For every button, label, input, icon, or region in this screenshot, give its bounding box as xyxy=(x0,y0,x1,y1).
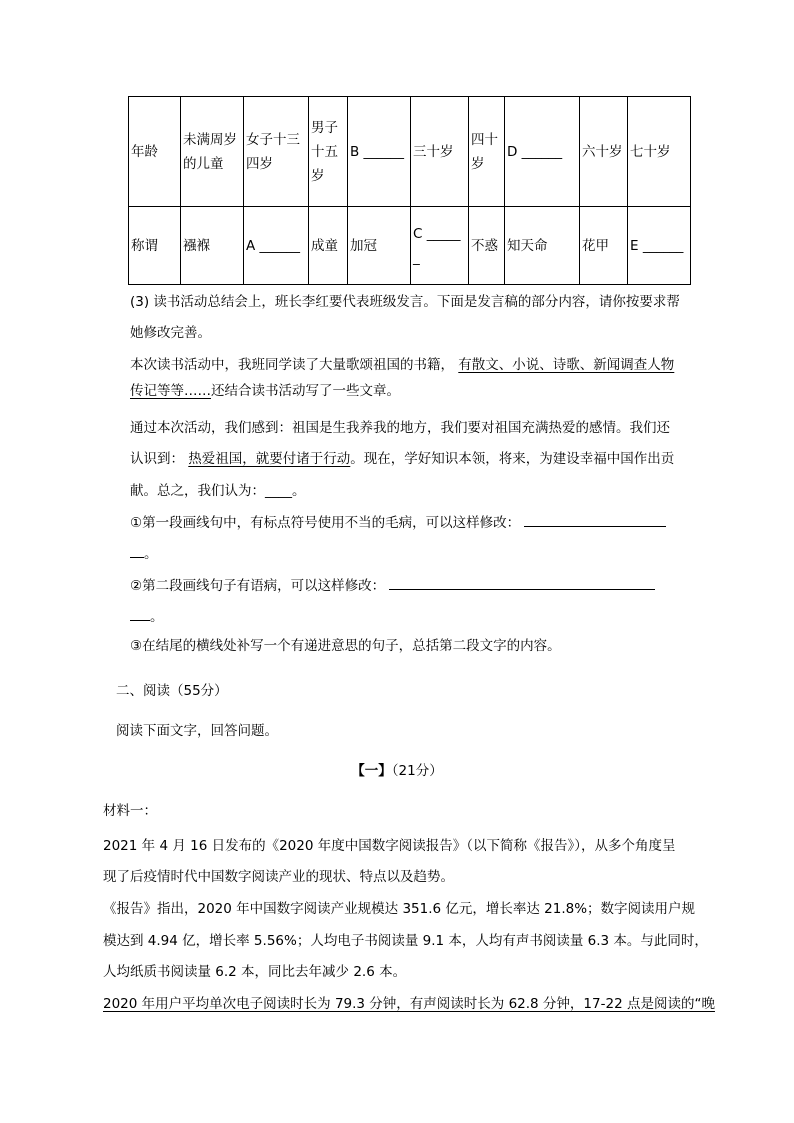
table-cell: 未满周岁的儿童 xyxy=(181,97,244,207)
answer-blank[interactable] xyxy=(389,575,655,590)
table-cell: 加冠 xyxy=(348,207,411,285)
sub-question-2-end: 。 xyxy=(130,606,164,627)
material-line: 《报告》指出，2020 年中国数字阅读产业规模达 351.6 亿元，增长率达 21.8%；数字阅读用户规 xyxy=(103,901,696,917)
table-cell: 年龄 xyxy=(129,97,181,207)
question-3-line: (3) 读书活动总结会上，班长李红要代表班级发言。下面是发言稿的部分内容，请你按要求帮 xyxy=(130,294,680,310)
material-line: 现了后疫情时代中国数字阅读产业的现状、特点以及趋势。 xyxy=(103,869,454,885)
sub-question-3: ③在结尾的横线处补写一个有递进意思的句子，总括第二段文字的内容。 xyxy=(130,638,561,654)
speech-paragraph-1-line: 传记等等……还结合读书活动写了一些文章。 xyxy=(130,383,400,399)
table-cell: 成童 xyxy=(309,207,348,285)
material-line: 2020 年用户平均单次电子阅读时长为 79.3 分钟，有声阅读时长为 62.8 分钟，17-22 点是阅读的“晚 xyxy=(103,996,715,1012)
table-cell: A ______ xyxy=(244,207,309,285)
table-row xyxy=(129,207,691,285)
table-cell: 襁褓 xyxy=(181,207,244,285)
answer-blank[interactable] xyxy=(524,512,666,527)
question-3-line: 她修改完善。 xyxy=(130,325,211,341)
table-cell: E ______ xyxy=(628,207,691,285)
sub-question-2: ②第二段画线句子有语病，可以这样修改： xyxy=(130,575,655,596)
table-cell: 知天命 xyxy=(505,207,580,285)
underlined-sentence: 传记等等…… xyxy=(130,383,211,399)
underlined-sentence: 热爱祖国，就要付诸于行动 xyxy=(188,451,351,467)
speech-paragraph-1-line: 本次读书活动中，我班同学读了大量歌颂祖国的书籍， 有散文、小说、诗歌、新闻调查人物 xyxy=(130,357,675,373)
sub-question-1-end: 。 xyxy=(130,543,158,564)
section-heading: 二、阅读（55分） xyxy=(116,683,228,699)
table-cell: 不惑 xyxy=(469,207,505,285)
table-cell: 七十岁 xyxy=(628,97,691,207)
table-cell: 称谓 xyxy=(129,207,181,285)
material-line: 人均纸质书阅读量 6.2 本，同比去年减少 2.6 本。 xyxy=(103,964,407,980)
table-row xyxy=(129,97,691,207)
table-cell: C ______ xyxy=(411,207,469,285)
underlined-sentence: 有散文、小说、诗歌、新闻调查人物 xyxy=(458,357,675,373)
reading-instruction: 阅读下面文字，回答问题。 xyxy=(116,723,278,739)
answer-blank[interactable] xyxy=(130,606,150,621)
table-cell: 女子十三四岁 xyxy=(244,97,309,207)
material-line: 模达到 4.94 亿，增长率 5.56%；人均电子书阅读量 9.1 本，人均有声书阅读量 6.3 本。与此同时， xyxy=(103,933,708,949)
table-cell: 三十岁 xyxy=(411,97,469,207)
material-line: 2021 年 4 月 16 日发布的《2020 年度中国数字阅读报告》（以下简称《报告》），从多个角度呈 xyxy=(103,838,676,854)
speech-paragraph-2-line: 献。总之，我们认为：____。 xyxy=(130,483,306,499)
speech-paragraph-2-line: 通过本次活动，我们感到：祖国是生我养我的地方，我们要对祖国充满热爱的感情。我们还 xyxy=(130,420,670,436)
table-cell: 花甲 xyxy=(580,207,628,285)
subheading: 【一】（21分） xyxy=(351,763,443,779)
table-cell: B ______ xyxy=(348,97,411,207)
material-label: 材料一： xyxy=(103,803,157,819)
speech-paragraph-2-line: 认识到： 热爱祖国，就要付诸于行动。现在，学好知识本领，将来，为建设幸福中国作出贡 xyxy=(130,451,675,467)
table-cell: D ______ xyxy=(505,97,580,207)
sub-question-1: ①第一段画线句中，有标点符号使用不当的毛病，可以这样修改： xyxy=(130,512,666,533)
age-title-table xyxy=(128,96,691,285)
table-cell: 四十岁 xyxy=(469,97,505,207)
answer-blank[interactable] xyxy=(130,543,144,558)
table-cell: 男子十五岁 xyxy=(309,97,348,207)
table-cell: 六十岁 xyxy=(580,97,628,207)
